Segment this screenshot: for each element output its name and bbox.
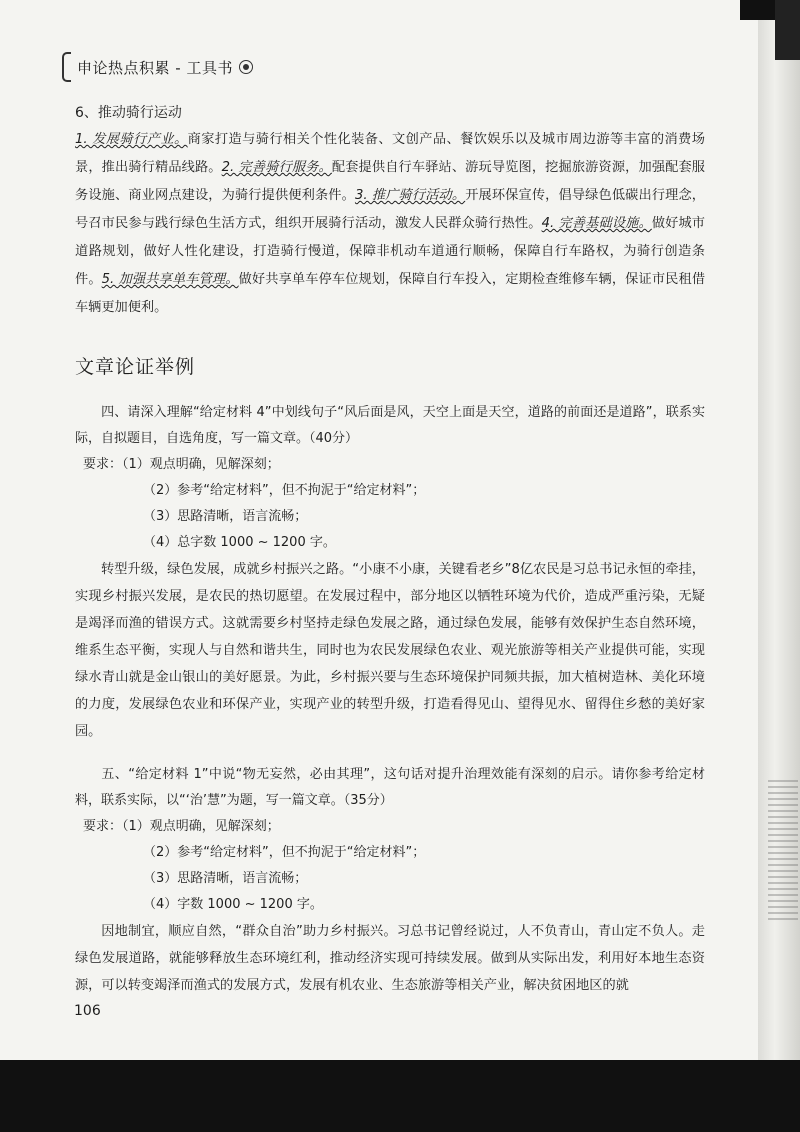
scan-bottom-border: [0, 1060, 800, 1132]
requirement-item: （2）参考“给定材料”，但不拘泥于“给定材料”；: [143, 483, 426, 498]
essay-text: 因地制宜，顺应自然，“群众自治”助力乡村振兴。习总书记曾经说过，人不负青山，青山定不负人。走绿色发展道路，就能够释放生态环境红利，推动经济实现可持续发展。做到从实际出发，利用好本地生态资源，可以转变竭泽而渔式的发展方式，发展有机农业、生态旅游等相关产业，解决贫困地区的就: [75, 924, 705, 993]
scan-corner-shadow-2: [775, 0, 800, 60]
requirement-item: （4）字数 1000 ~ 1200 字。: [143, 897, 323, 912]
question-5-prompt: 五、“给定材料 1”中说“物无妄然，必由其理”，这句话对提升治理效能有深刻的启示。请你参考给定材料，联系实际，以“‘治’慧”为题，写一篇文章。（35分）: [75, 767, 705, 808]
requirement-item: [75, 452, 705, 478]
section-body: [75, 126, 705, 322]
underlined-point-title: 1. 发展骑行产业。: [75, 132, 188, 147]
header-title: 申论热点积累 - 工具书: [77, 58, 233, 77]
requirement-text: （1）观点明确，见解深刻；: [122, 457, 280, 472]
requirement-item: （3）思路清晰，语言流畅；: [143, 871, 308, 886]
underlined-point-title: 5. 加强共享单车管理。: [101, 272, 239, 287]
article-heading: 文章论证举例: [75, 356, 196, 378]
header-logo-icon: [239, 60, 253, 74]
requirement-item: （2）参考“给定材料”，但不拘泥于“给定材料”；: [143, 845, 426, 860]
point-text: 商家打造与骑行相关个性化装备、文创产品、餐饮娱乐以及城市周边游等丰富的消费场景，推出骑行精品线路。: [75, 132, 705, 175]
question-5-requirements: [75, 814, 705, 918]
section-body-text: [75, 132, 705, 315]
requirement-label: 要求：: [83, 819, 123, 834]
requirement-text: （1）观点明确，见解深刻；: [122, 819, 280, 834]
underlined-point-title: 2. 完善骑行服务。: [221, 160, 332, 175]
header-bracket: [62, 52, 71, 82]
question-4-prompt: 四、请深入理解“给定材料 4”中划线句子“风后面是风，天空上面是天空，道路的前面还是道路”，联系实际，自拟题目，自选角度，写一篇文章。（40分）: [75, 405, 705, 446]
question-4-text: [75, 400, 705, 452]
essay-text: 转型升级，绿色发展，成就乡村振兴之路。“小康不小康，关键看老乡”8亿农民是习总书记永恒的牵挂，实现乡村振兴发展，是农民的热切愿望。在发展过程中，部分地区以牺牲环境为代价，造成严重污染，无疑是竭泽而渔的错误方式。这就需要乡村坚持走绿色发展之路，通过绿色发展，能够有效保护生态自然环境，维系生态平衡，实现人与自然和谐共生，同时也为农民发展绿色农业、观光旅游等相关产业提供可能，实现绿水青山就是金山银山的美好愿景。为此，乡村振兴要与生态环境保护同频共振，加大植树造林、美化环境的力度，发展绿色农业和环保产业，实现产业的转型升级，打造看得见山、望得见水、留得住乡愁的美好家园。: [75, 562, 705, 739]
section-heading: 6、推动骑行运动: [75, 105, 182, 121]
point-text: 开展环保宣传，倡导绿色低碳出行理念，号召市民参与践行绿色生活方式，组织开展骑行活动，激发人民群众骑行热性。: [75, 188, 705, 231]
requirement-item: （4）总字数 1000 ~ 1200 字。: [143, 535, 336, 550]
underlined-point-title: 4. 完善基础设施。: [541, 216, 652, 231]
requirement-item: （3）思路清晰，语言流畅；: [143, 509, 308, 524]
point-text: 配套提供自行车驿站、游玩导览图，挖掘旅游资源，加强配套服务设施、商业网点建设，为骑行提供便利条件。: [75, 160, 705, 203]
question-5-text: [75, 762, 705, 814]
question-4-essay: [75, 556, 705, 745]
underlined-point-title: 3. 推广骑行活动。: [354, 188, 466, 203]
question-4: [75, 400, 705, 745]
question-4-requirements: [75, 452, 705, 556]
point-text: 做好共享单车停车位规划，保障自行车投入，定期检查维修车辆，保证市民租借车辆更加便利。: [75, 272, 706, 315]
question-5: [75, 762, 705, 999]
page-edge-strip: [758, 0, 800, 1060]
requirement-label: 要求：: [83, 457, 123, 472]
requirement-item: [75, 814, 705, 840]
scan-noise: [768, 780, 798, 920]
running-header: [62, 52, 253, 82]
page-number: 106: [74, 1003, 101, 1019]
point-text: 做好城市道路规划，做好人性化建设，打造骑行慢道，保障非机动车道通行顺畅，保障自行车路权，为骑行创造条件。: [75, 216, 705, 287]
question-5-essay: [75, 918, 705, 999]
